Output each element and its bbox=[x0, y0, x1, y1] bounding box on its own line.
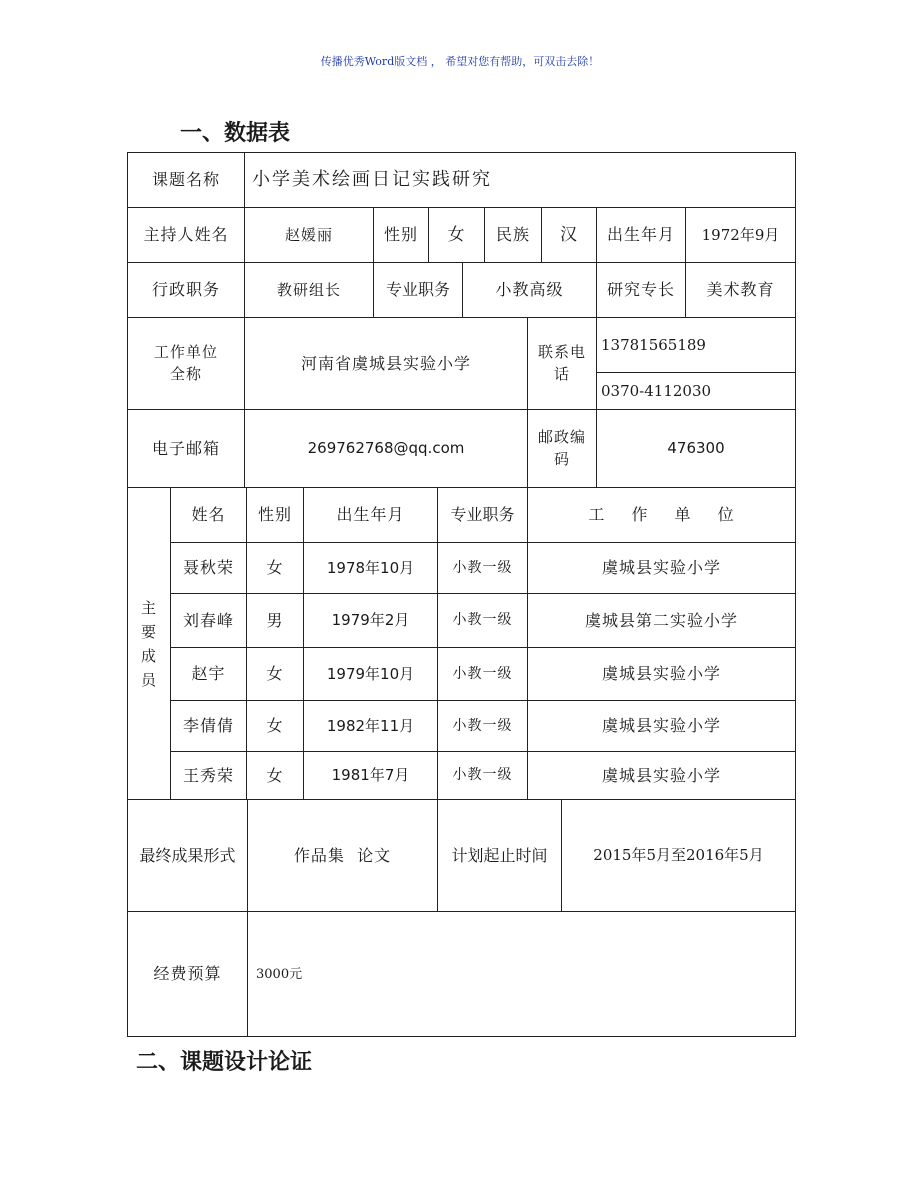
admin-label: 行政职务 bbox=[151, 280, 220, 300]
member-prof: 小教一级 bbox=[452, 717, 513, 734]
host-email: 269762768@qq.com bbox=[307, 439, 465, 458]
host-unit: 河南省虞城县实验小学 bbox=[300, 353, 471, 373]
member-birth: 1979年2月 bbox=[331, 611, 410, 630]
host-prof: 小教高级 bbox=[495, 280, 564, 300]
postal-code: 476300 bbox=[667, 439, 725, 458]
member-gender: 女 bbox=[266, 558, 284, 578]
gender-label: 性别 bbox=[383, 225, 418, 245]
host-name: 赵媛丽 bbox=[284, 225, 333, 244]
member-prof: 小教一级 bbox=[452, 665, 513, 682]
prof-label: 专业职务 bbox=[385, 280, 450, 300]
member-name: 聂秋荣 bbox=[182, 558, 234, 578]
member-prof: 小教一级 bbox=[452, 767, 513, 784]
result-label: 最终成果形式 bbox=[139, 845, 236, 865]
budget-label: 经费预算 bbox=[153, 964, 222, 984]
members-header-unit: 工 作 单 位 bbox=[588, 505, 735, 525]
unit-label: 工作单位 全称 bbox=[153, 342, 218, 383]
member-birth: 1981年7月 bbox=[331, 766, 410, 785]
phone-label: 联系电 话 bbox=[537, 342, 586, 383]
postal-label: 邮政编 码 bbox=[537, 427, 586, 468]
budget-value: 3000元 bbox=[256, 967, 303, 983]
members-header-gender: 性别 bbox=[257, 505, 292, 525]
host-admin: 教研组长 bbox=[276, 280, 341, 299]
members-header-name: 姓名 bbox=[191, 505, 226, 525]
member-gender: 女 bbox=[266, 765, 284, 785]
member-birth: 1978年10月 bbox=[326, 558, 415, 577]
host-specialty: 美术教育 bbox=[706, 280, 775, 300]
host-birth: 1972年9月 bbox=[701, 225, 780, 244]
member-name: 李倩倩 bbox=[182, 716, 234, 736]
section-2-title: 二、课题设计论证 bbox=[136, 1050, 313, 1075]
member-name: 王秀荣 bbox=[182, 765, 234, 785]
member-prof: 小教一级 bbox=[452, 612, 513, 629]
phone-1: 13781565189 bbox=[601, 335, 706, 354]
member-unit: 虞城县第二实验小学 bbox=[584, 610, 738, 630]
specialty-label: 研究专长 bbox=[606, 280, 675, 300]
project-value: 小学美术绘画日记实践研究 bbox=[252, 168, 492, 190]
member-unit: 虞城县实验小学 bbox=[601, 558, 721, 578]
member-unit: 虞城县实验小学 bbox=[601, 716, 721, 736]
host-name-label: 主持人姓名 bbox=[143, 225, 229, 245]
birth-label: 出生年月 bbox=[606, 225, 675, 245]
member-prof: 小教一级 bbox=[452, 559, 513, 576]
member-birth: 1979年10月 bbox=[326, 664, 415, 683]
email-label: 电子邮箱 bbox=[151, 438, 220, 458]
plan-label: 计划起止时间 bbox=[451, 845, 548, 865]
host-ethnicity: 汉 bbox=[560, 224, 578, 245]
member-unit: 虞城县实验小学 bbox=[601, 765, 721, 785]
member-name: 赵宇 bbox=[191, 664, 226, 684]
plan-value: 2015年5月至2016年5月 bbox=[593, 846, 764, 865]
host-gender: 女 bbox=[447, 224, 466, 245]
members-header-prof: 专业职务 bbox=[450, 505, 515, 525]
section-1-title: 一、数据表 bbox=[180, 121, 291, 146]
member-birth: 1982年11月 bbox=[326, 716, 415, 735]
phone-2: 0370-4112030 bbox=[601, 381, 712, 400]
member-gender: 女 bbox=[266, 664, 284, 684]
member-name: 刘春峰 bbox=[182, 610, 234, 630]
result-value: 作品集 论文 bbox=[293, 845, 392, 865]
project-label: 课题名称 bbox=[151, 170, 220, 190]
members-side-label: 主 要 成 员 bbox=[140, 598, 157, 689]
ethnicity-label: 民族 bbox=[495, 225, 530, 245]
members-header-birth: 出生年月 bbox=[336, 505, 405, 525]
member-unit: 虞城县实验小学 bbox=[601, 664, 721, 684]
member-gender: 女 bbox=[266, 716, 284, 736]
member-gender: 男 bbox=[266, 610, 284, 630]
header-note: 传播优秀Word版文档 ， 希望对您有帮助，可双击去除！ bbox=[320, 55, 600, 68]
